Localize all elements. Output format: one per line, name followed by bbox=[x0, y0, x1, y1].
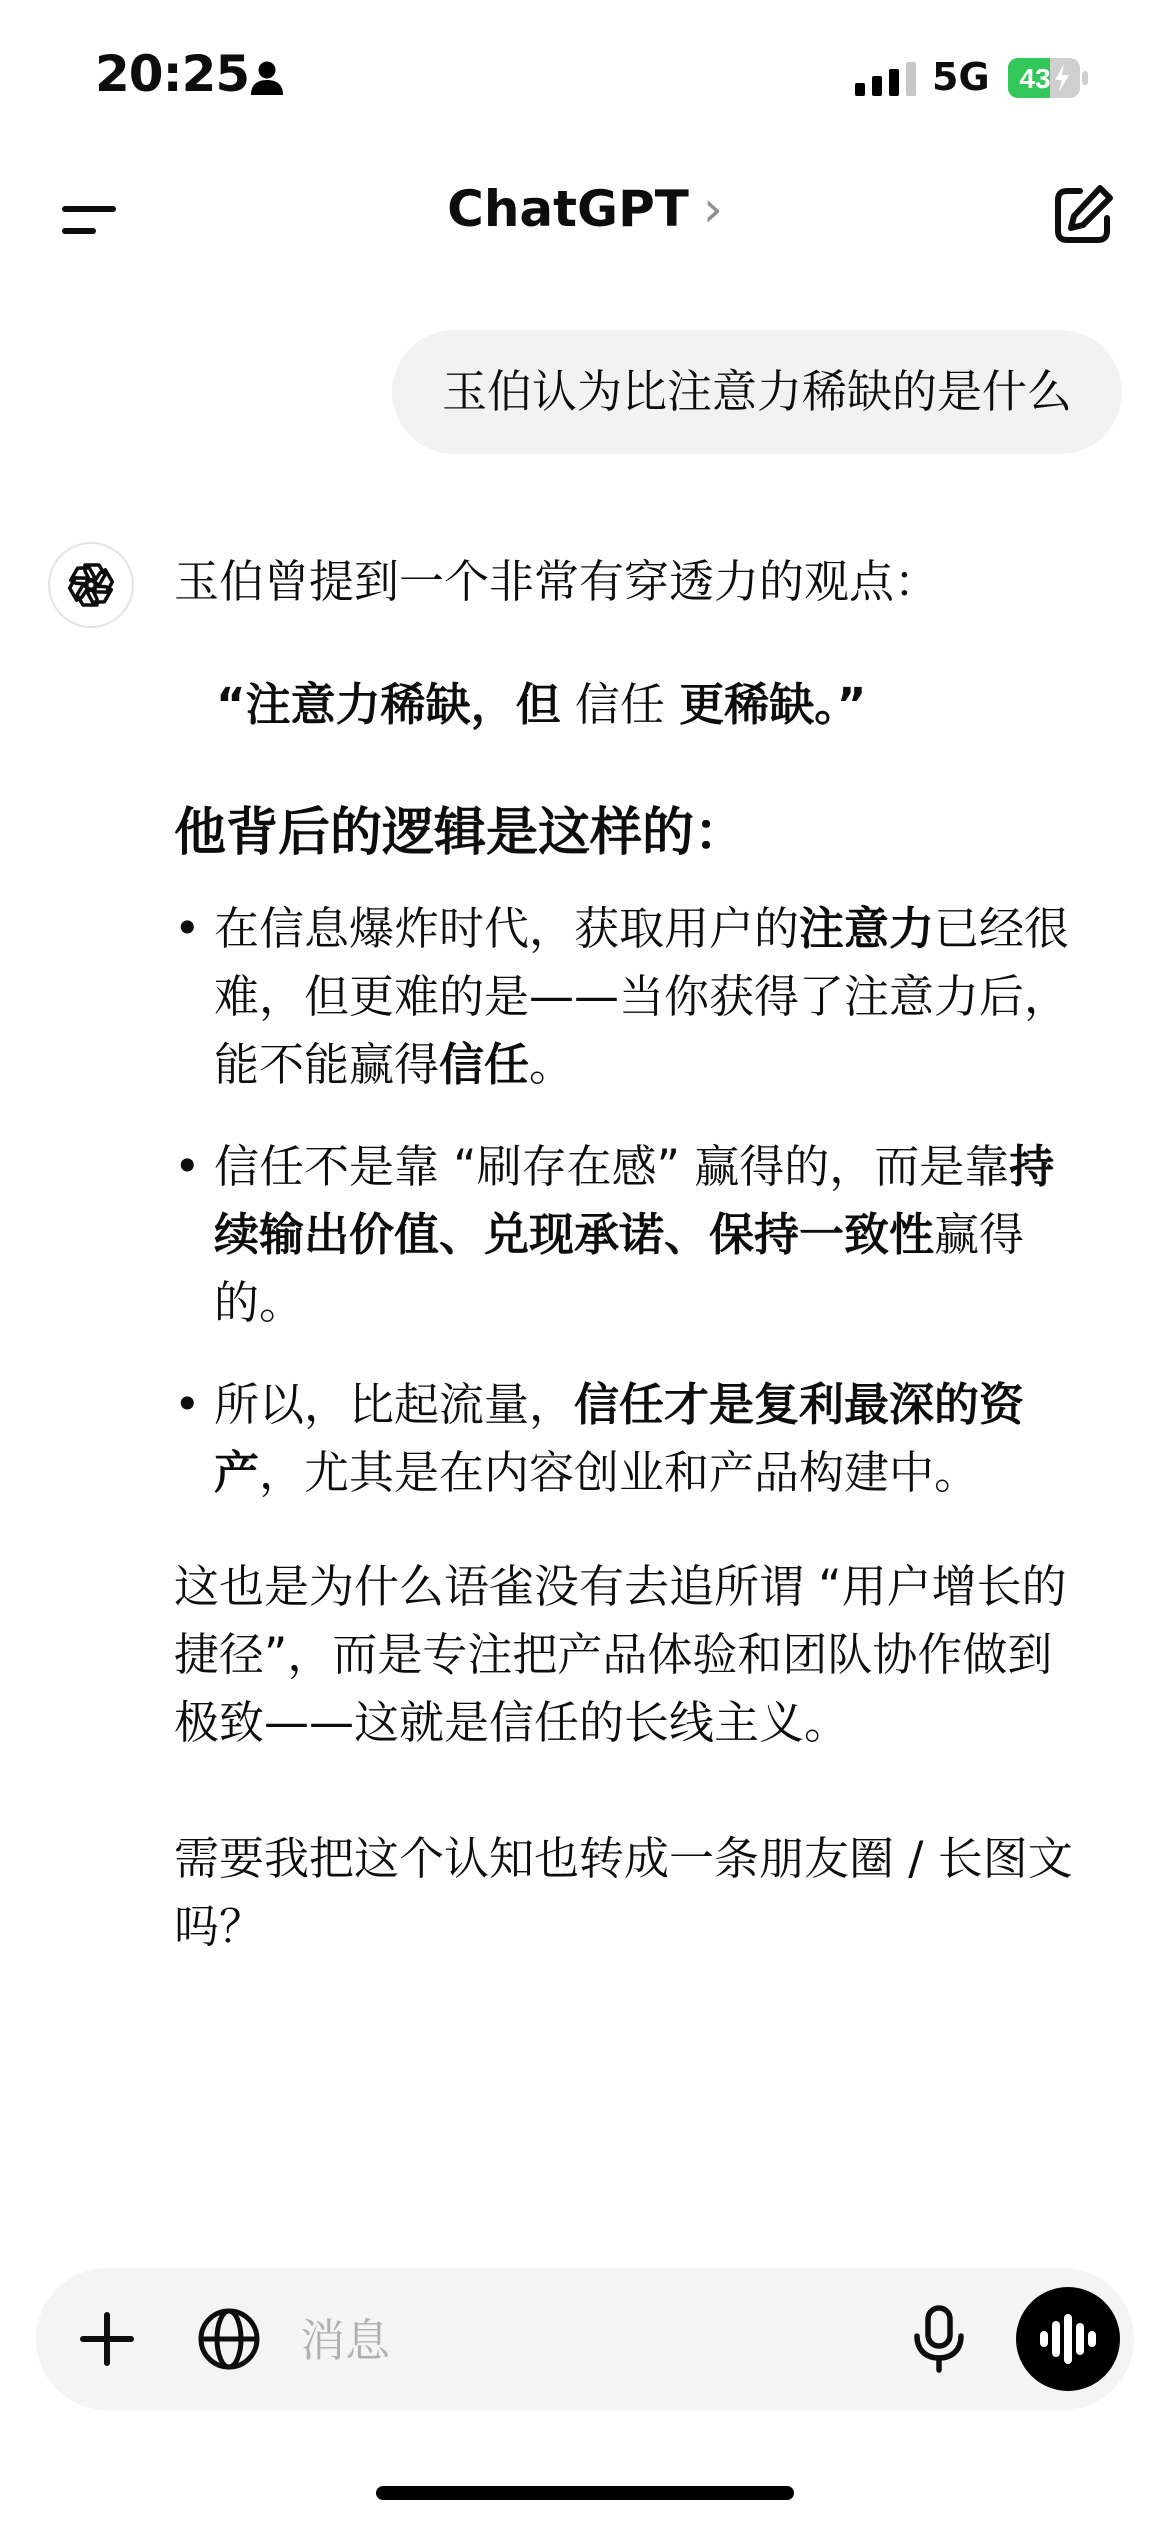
assistant-message bbox=[174, 548, 1094, 1961]
point-text: ，尤其是在内容创业和产品构建中。 bbox=[259, 1446, 980, 1499]
point-text: 赢得的。 bbox=[214, 1208, 1025, 1329]
intro-text: 玉伯曾提到一个非常有穿透力的观点： bbox=[174, 555, 940, 608]
point-text: 。 bbox=[529, 1038, 575, 1091]
voice-mode-button[interactable] bbox=[1016, 2287, 1120, 2391]
point-bold: 持续输出价值、兑现承诺、保持一致性 bbox=[214, 1140, 1055, 1261]
point-bold: 信任才是复利最深的资产 bbox=[214, 1378, 1025, 1499]
battery-icon bbox=[1008, 58, 1088, 98]
battery-level: 43 bbox=[1019, 63, 1051, 94]
chevron-right-icon: › bbox=[702, 180, 723, 238]
quote-part2: 更稀缺。 bbox=[679, 678, 837, 731]
status-time: 20:25 bbox=[95, 45, 250, 103]
list-item bbox=[174, 1133, 1094, 1337]
new-chat-icon[interactable] bbox=[1050, 182, 1116, 248]
quote-mid: 信任 bbox=[560, 678, 680, 731]
follow-up-question: 需要我把这个认知也转成一条朋友圈 / 长图文吗？ bbox=[174, 1832, 1073, 1953]
openai-logo-icon bbox=[48, 542, 134, 628]
point-text: 已经很难，但更难的是——当你获得了注意力后，能不能赢得 bbox=[214, 902, 1070, 1091]
point-text: 信任不是靠 “刷存在感” 赢得的，而是靠 bbox=[214, 1140, 1010, 1193]
home-indicator bbox=[376, 2486, 794, 2500]
network-label: 5G bbox=[932, 55, 990, 99]
section-heading: 他背后的逻辑是这样的： bbox=[174, 803, 747, 863]
user-message: 玉伯认为比注意力稀缺的是什么 bbox=[392, 330, 1122, 454]
closing-text: 这也是为什么语雀没有去追所谓 “用户增长的捷径”，而是专注把产品体验和团队协作做到极致——这就是信任的长线主义。 bbox=[174, 1560, 1067, 1749]
nav-bar bbox=[0, 160, 1170, 280]
list-item bbox=[174, 895, 1094, 1099]
point-text: 在信息爆炸时代，获取用户的 bbox=[214, 902, 800, 955]
message-input[interactable] bbox=[298, 2298, 902, 2382]
composer bbox=[36, 2268, 1134, 2410]
mic-icon[interactable] bbox=[904, 2304, 974, 2374]
list-item bbox=[174, 1371, 1094, 1507]
point-bold: 注意力 bbox=[799, 902, 935, 955]
quote-part1: 注意力稀缺，但 bbox=[245, 678, 561, 731]
quote-open: “ bbox=[216, 678, 246, 731]
person-icon bbox=[250, 60, 284, 96]
globe-icon[interactable] bbox=[196, 2306, 262, 2372]
plus-icon[interactable] bbox=[76, 2308, 138, 2370]
model-title-text[interactable]: ChatGPT bbox=[447, 180, 689, 238]
status-bar bbox=[0, 0, 1170, 150]
quote-close: ” bbox=[836, 678, 867, 731]
point-text: 所以，比起流量， bbox=[214, 1378, 575, 1431]
point-bold: 信任 bbox=[439, 1038, 530, 1091]
model-title[interactable] bbox=[0, 180, 1170, 238]
voice-mode-icon bbox=[1039, 2314, 1097, 2364]
bullet-list bbox=[174, 895, 1094, 1507]
signal-icon bbox=[855, 62, 919, 96]
quote-text bbox=[216, 671, 1094, 739]
